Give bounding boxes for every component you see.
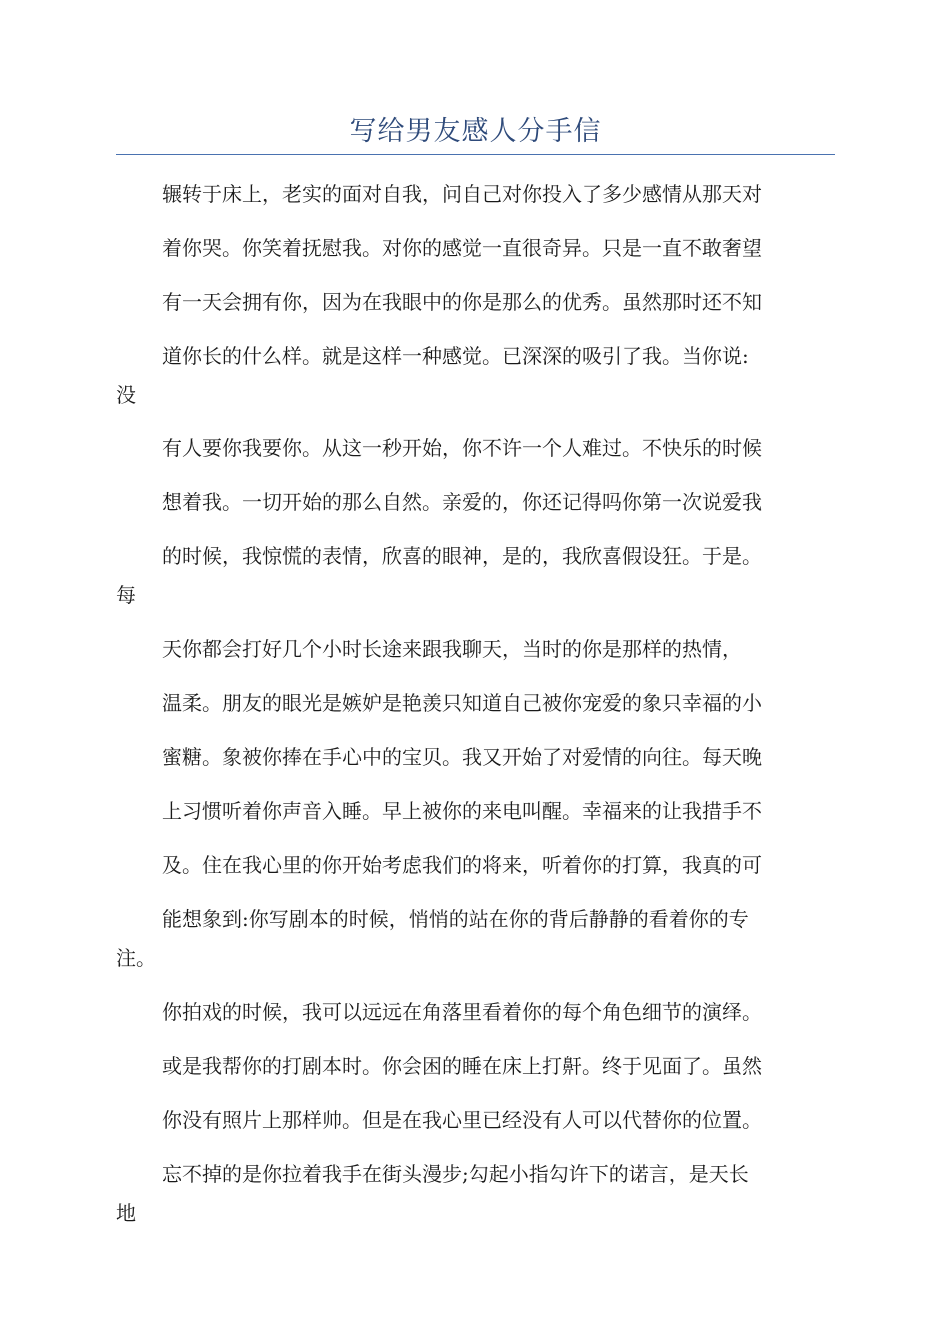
body-line-wrap: 地: [116, 1201, 136, 1225]
body-line: 能想象到:你写剧本的时候，悄悄的站在你的背后静静的看着你的专: [162, 907, 749, 931]
body-line: 你没有照片上那样帅。但是在我心里已经没有人可以代替你的位置。: [162, 1108, 762, 1132]
body-line: 着你哭。你笑着抚慰我。对你的感觉一直很奇异。只是一直不敢奢望: [162, 236, 762, 260]
body-line: 有人要你我要你。从这一秒开始，你不许一个人难过。不快乐的时候: [162, 436, 762, 460]
body-line: 的时候，我惊慌的表情，欣喜的眼神，是的，我欣喜假设狂。于是。: [162, 544, 762, 568]
body-line: 上习惯听着你声音入睡。早上被你的来电叫醒。幸福来的让我措手不: [162, 799, 762, 823]
body-line: 你拍戏的时候，我可以远远在角落里看着你的每个角色细节的演绎。: [162, 1000, 762, 1024]
body-line: 道你长的什么样。就是这样一种感觉。已深深的吸引了我。当你说:: [162, 344, 749, 368]
title-underline: [116, 154, 835, 155]
body-line: 温柔。朋友的眼光是嫉妒是艳羡只知道自己被你宠爱的象只幸福的小: [162, 691, 762, 715]
body-line: 天你都会打好几个小时长途来跟我聊天，当时的你是那样的热情，: [162, 637, 742, 661]
body-line-wrap: 每: [116, 583, 136, 607]
body-line: 或是我帮你的打剧本时。你会困的睡在床上打鼾。终于见面了。虽然: [162, 1054, 762, 1078]
body-line: 有一天会拥有你，因为在我眼中的你是那么的优秀。虽然那时还不知: [162, 290, 762, 314]
body-line: 及。住在我心里的你开始考虑我们的将来，听着你的打算，我真的可: [162, 853, 762, 877]
body-line-wrap: 注。: [116, 946, 156, 970]
body-line: 辗转于床上，老实的面对自我，问自己对你投入了多少感情从那天对: [162, 182, 762, 206]
document-title: 写给男友感人分手信: [349, 116, 602, 147]
body-line: 蜜糖。象被你捧在手心中的宝贝。我又开始了对爱情的向往。每天晚: [162, 745, 762, 769]
body-line-wrap: 没: [116, 383, 136, 407]
body-line: 忘不掉的是你拉着我手在街头漫步;勾起小指勾许下的诺言，是天长: [162, 1162, 749, 1186]
body-line: 想着我。一切开始的那么自然。亲爱的，你还记得吗你第一次说爱我: [162, 490, 762, 514]
